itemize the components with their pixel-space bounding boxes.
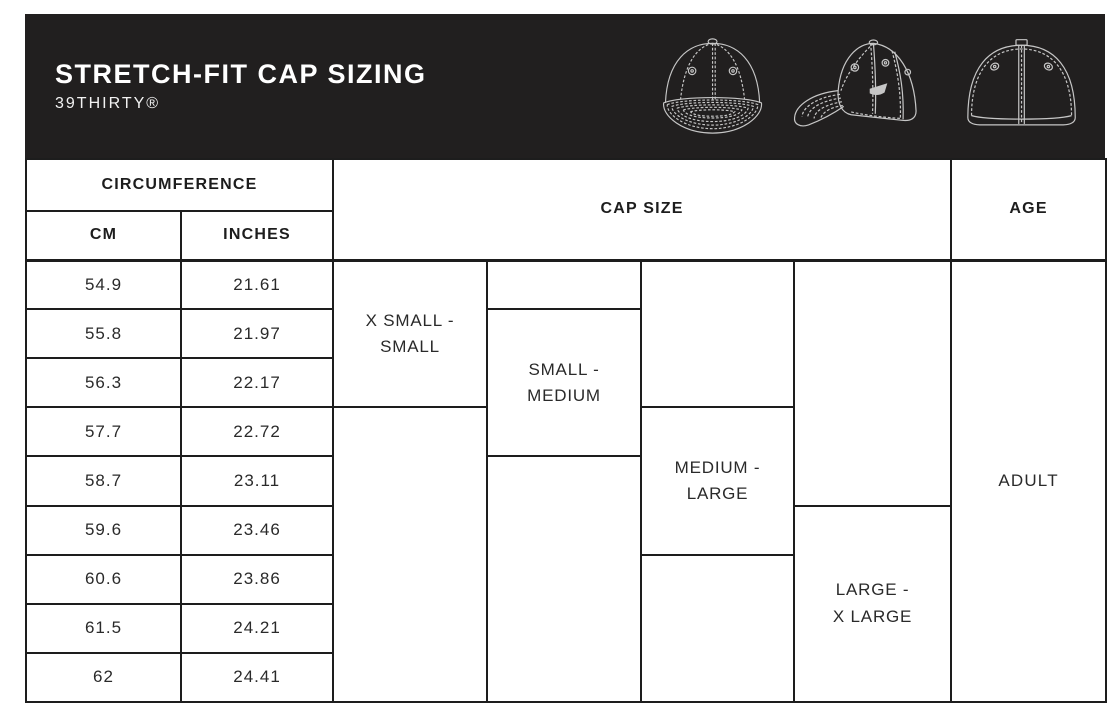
inches-value-cell: 24.41 [181,653,333,702]
size-block-x-small-small [333,260,487,407]
size-label-line1: SMALL - [528,359,600,379]
size-block-medium-large [641,407,794,554]
inches-value-cell: 23.46 [181,506,333,555]
page-title: STRETCH-FIT CAP SIZING [55,59,427,89]
cm-value-cell: 61.5 [26,604,181,653]
banner-titles [55,59,427,113]
size-label-line1: X SMALL - [365,310,455,330]
size-filler-cell [487,456,641,702]
size-filler-cell [333,407,487,702]
size-filler-cell [641,555,794,702]
cm-value-cell: 62 [26,653,181,702]
age-value-cell: ADULT [951,260,1106,702]
cap-size-header: CAP SIZE [333,159,951,260]
size-block-small-medium [487,309,641,456]
inches-value-cell: 21.61 [181,260,333,309]
cm-value-cell: 57.7 [26,407,181,456]
inches-value-cell: 23.11 [181,456,333,505]
sizing-table [25,158,1107,703]
size-filler-cell [641,260,794,407]
cm-header: CM [26,211,181,260]
circumference-header: CIRCUMFERENCE [26,159,333,211]
cap-back-icon [959,36,1085,136]
size-label-line2: LARGE [686,484,749,504]
size-label-line2: MEDIUM [527,385,601,405]
inches-value-cell: 23.86 [181,555,333,604]
size-label-line1: LARGE - [835,580,910,600]
inches-value-cell: 24.21 [181,604,333,653]
inches-value-cell: 22.72 [181,407,333,456]
cm-value-cell: 54.9 [26,260,181,309]
size-label-line2: SMALL [380,337,440,357]
size-filler-cell [487,260,641,309]
cap-front-icon [653,33,773,139]
cm-value-cell: 58.7 [26,456,181,505]
size-filler-cell [794,260,951,505]
size-label-line2: X LARGE [832,606,913,626]
cm-value-cell: 56.3 [26,358,181,407]
page-content [25,14,1105,703]
cm-value-cell: 59.6 [26,506,181,555]
cap-side-icon [791,35,941,137]
inches-header: INCHES [181,211,333,260]
size-block-large-x-large [794,506,951,702]
new-era-flag-logo [870,83,888,95]
inches-value-cell: 21.97 [181,309,333,358]
inches-value-cell: 22.17 [181,358,333,407]
header-banner [25,14,1105,158]
cm-value-cell: 55.8 [26,309,181,358]
cm-value-cell: 60.6 [26,555,181,604]
cap-illustrations [653,33,1085,139]
age-header: AGE [951,159,1106,260]
product-name: 39THIRTY® [55,95,161,112]
size-label-line1: MEDIUM - [674,457,761,477]
